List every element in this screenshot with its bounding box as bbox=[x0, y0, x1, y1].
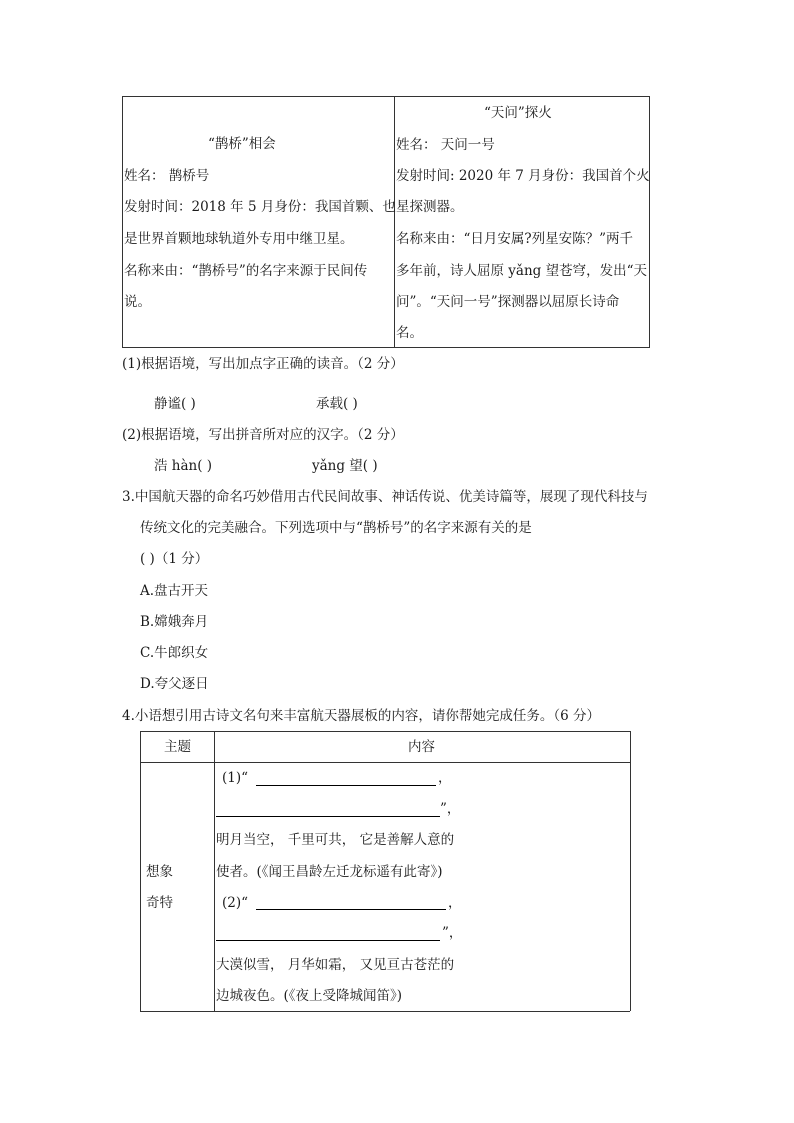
poem2-open-quote: (2)“ bbox=[222, 895, 249, 911]
left-cell-origin-2: 说。 bbox=[124, 294, 151, 310]
q2-item-a: 浩 hàn( ) bbox=[154, 458, 213, 474]
q3-option-b: B.嫦娥奔月 bbox=[140, 614, 209, 630]
right-cell-title: “天问”探火 bbox=[484, 105, 552, 121]
poem-table-col-divider bbox=[214, 731, 215, 1011]
left-cell-launch-1: 发射时间：2018 年 5 月身份：我国首颗、也 bbox=[124, 199, 396, 215]
q3-stem-3: ( )（1 分） bbox=[140, 551, 209, 567]
poem1-line-4: 使者。(《闻王昌龄左迁龙标遥有此寄》) bbox=[216, 864, 443, 880]
right-cell-origin-1: 名称来由：“日月安属?列星安陈？”两千 bbox=[396, 231, 634, 247]
q4-stem: 4.小语想引用古诗文名句来丰富航天器展板的内容，请你帮她完成任务。（6 分） bbox=[122, 708, 601, 724]
poem2-blank-1[interactable] bbox=[256, 909, 446, 910]
q3-option-a: A.盘古开天 bbox=[140, 583, 209, 599]
header-content: 内容 bbox=[408, 739, 435, 755]
right-cell-launch-1: 发射时间: 2020 年 7 月身份：我国首个火 bbox=[396, 168, 650, 184]
table-border-top bbox=[122, 96, 650, 97]
right-cell-launch-2: 星探测器。 bbox=[396, 199, 464, 215]
poem2-blank-2[interactable] bbox=[216, 940, 440, 941]
poem1-close-quote: ”， bbox=[440, 801, 461, 817]
table-border-right bbox=[649, 96, 650, 347]
poem2-close-quote: ”， bbox=[442, 925, 463, 941]
left-cell-launch-2: 是世界首颗地球轨道外专用中继卫星。 bbox=[124, 231, 354, 247]
table-divider bbox=[394, 96, 395, 347]
q1-prompt: (1)根据语境，写出加点字正确的读音。（2 分） bbox=[122, 356, 404, 372]
q2-item-b: yǎng 望( ) bbox=[312, 458, 378, 474]
theme-line-2: 奇特 bbox=[146, 895, 173, 911]
q3-stem-1: 3.中国航天器的命名巧妙借用古代民间故事、神话传说、优美诗篇等，展现了现代科技与 bbox=[122, 489, 648, 505]
poem1-line-3: 明月当空， 千里可共， 它是善解人意的 bbox=[216, 832, 455, 848]
q3-option-d: D.夸父逐日 bbox=[140, 676, 209, 692]
poem1-blank-2[interactable] bbox=[216, 816, 440, 817]
q3-option-c: C.牛郎织女 bbox=[140, 645, 209, 661]
header-theme: 主题 bbox=[164, 739, 191, 755]
q3-stem-2: 传统文化的完美融合。下列选项中与“鹊桥号”的名字来源有关的是 bbox=[140, 520, 532, 536]
right-cell-origin-4: 名。 bbox=[396, 325, 423, 341]
poem1-blank-1[interactable] bbox=[256, 785, 436, 786]
q1-item-a: 静谧( ) bbox=[154, 396, 196, 412]
poem1-open-quote: (1)“ bbox=[222, 770, 249, 786]
right-cell-origin-2: 多年前，诗人屈原 yǎng 望苍穹，发出“天 bbox=[396, 263, 647, 279]
table-border-bottom bbox=[122, 347, 650, 348]
poem-table-border-bottom bbox=[140, 1011, 630, 1012]
left-cell-origin-1: 名称来由：“鹊桥号”的名字来源于民间传 bbox=[124, 263, 368, 279]
poem2-comma: ， bbox=[448, 895, 462, 911]
q1-item-b: 承载( ) bbox=[316, 396, 358, 412]
q2-prompt: (2)根据语境，写出拼音所对应的汉字。（2 分） bbox=[122, 427, 404, 443]
poem2-line-3: 大漠似雪， 月华如霜， 又见亘古苍茫的 bbox=[216, 957, 455, 973]
right-cell-name: 姓名： 天问一号 bbox=[396, 137, 495, 153]
table-border-left bbox=[122, 96, 123, 347]
poem-table-border-left bbox=[140, 731, 141, 1011]
poem2-line-4: 边城夜色。(《夜上受降城闻笛》) bbox=[216, 988, 403, 1004]
poem1-comma: ， bbox=[438, 770, 452, 786]
poem-table-border-right bbox=[630, 731, 631, 1011]
right-cell-origin-3: 问”。“天问一号”探测器以屈原长诗命 bbox=[396, 294, 620, 310]
theme-line-1: 想象 bbox=[146, 864, 173, 880]
left-cell-title: “鹊桥”相会 bbox=[208, 136, 276, 152]
left-cell-name: 姓名： 鹊桥号 bbox=[124, 168, 210, 184]
